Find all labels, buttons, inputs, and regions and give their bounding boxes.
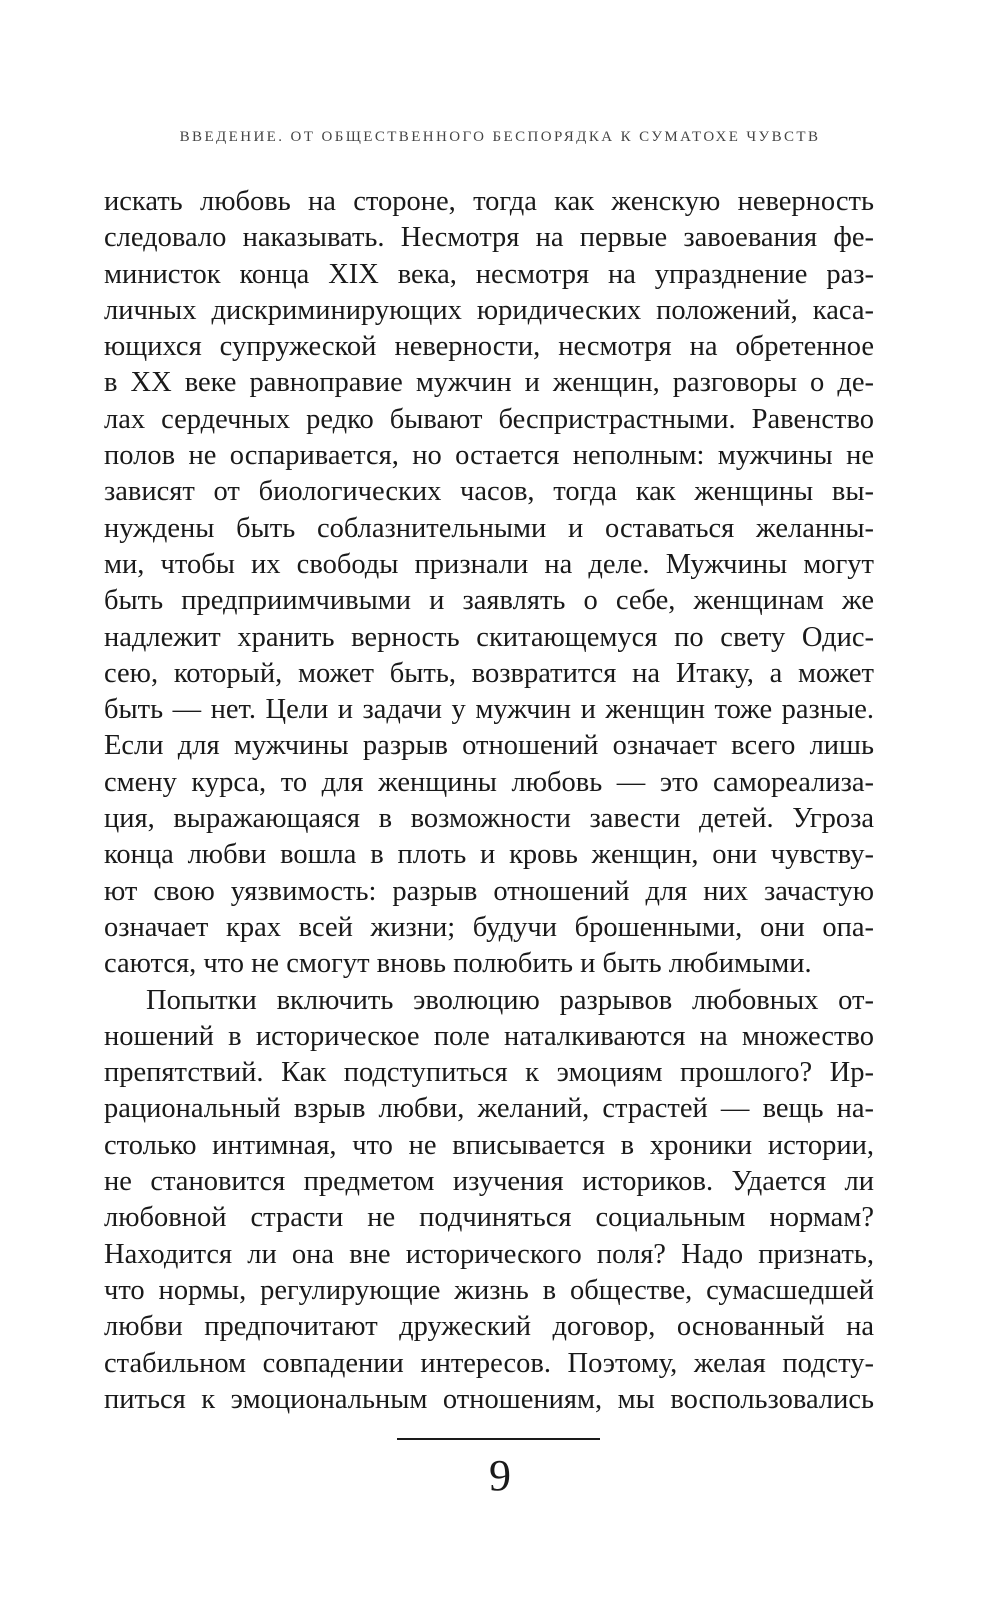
text-line: препятствий. Как подступиться к эмоциям прошлого? Ир- — [104, 1057, 874, 1089]
body-text — [104, 184, 874, 1418]
text-line: быть предприимчивыми и заявлять о себе, женщинам же — [104, 585, 874, 617]
footer-rule — [397, 1438, 600, 1440]
text-line: не становится предметом изучения историков. Удается ли — [104, 1166, 874, 1198]
paragraph-first-line: Попытки включить эволюцию разрывов любовных от- — [146, 984, 874, 1016]
text-line: ют свою уязвимость: разрыв отношений для них зачастую — [104, 875, 874, 907]
text-line: столько интимная, что не вписывается в хроники истории, — [104, 1129, 874, 1161]
paragraph-end-line: саются, что не смогут вновь полюбить и быть любимыми. — [104, 948, 812, 980]
text-line: смену курса, то для женщины любовь — это самореализа- — [104, 766, 874, 798]
page-number: 9 — [489, 1451, 511, 1500]
text-line: Если для мужчины разрыв отношений означает всего лишь — [104, 730, 874, 762]
text-line: ющихся супружеской неверности, несмотря на обретенное — [104, 331, 874, 363]
text-line: ми, чтобы их свободы признали на деле. Мужчины могут — [104, 548, 874, 580]
text-line: искать любовь на стороне, тогда как женскую неверность — [104, 186, 874, 217]
text-line: нуждены быть соблазнительными и оставаться желанны- — [104, 512, 874, 544]
text-line: питься к эмоциональным отношениям, мы воспользовались — [104, 1383, 874, 1415]
text-line: любви предпочитают дружеский договор, основанный на — [104, 1311, 874, 1343]
text-line: стабильном совпадении интересов. Поэтому, желая подсту- — [104, 1347, 874, 1379]
text-line: Находится ли она вне исторического поля? Надо признать, — [104, 1238, 874, 1270]
text-line: быть — нет. Цели и задачи у мужчин и женщин тоже разные. — [104, 694, 874, 726]
text-line: в XX веке равноправие мужчин и женщин, разговоры о де- — [104, 367, 874, 399]
text-line: ношений в историческое поле наталкиваются на множество — [104, 1020, 874, 1052]
text-line: личных дискриминирующих юридических положений, каса- — [104, 294, 874, 326]
running-head: ВВЕДЕНИЕ. ОТ ОБЩЕСТВЕННОГО БЕСПОРЯДКА К СУМАТОХЕ ЧУВСТВ — [179, 129, 821, 145]
text-line: полов не оспаривается, но остается неполным: мужчины не — [104, 440, 874, 472]
text-line: зависят от биологических часов, тогда как женщины вы- — [104, 476, 874, 508]
text-line: конца любви вошла в плоть и кровь женщин, они чувству- — [104, 839, 874, 871]
text-line: сею, который, может быть, возвратится на Итаку, а может — [104, 657, 874, 689]
text-line: что нормы, регулирующие жизнь в обществе, сумасшедшей — [104, 1274, 874, 1306]
text-line: следовало наказывать. Несмотря на первые завоевания фе- — [104, 222, 874, 254]
text-line: министок конца XIX века, несмотря на упразднение раз- — [104, 258, 874, 290]
text-line: лах сердечных редко бывают беспристрастными. Равенство — [104, 403, 874, 435]
text-line: ция, выражающаяся в возможности завести детей. Угроза — [104, 803, 874, 835]
text-line: рациональный взрыв любви, желаний, страстей — вещь на- — [104, 1093, 874, 1125]
text-line: надлежит хранить верность скитающемуся по свету Одис- — [104, 621, 874, 653]
text-line: любовной страсти не подчиняться социальным нормам? — [104, 1202, 874, 1234]
text-line: означает крах всей жизни; будучи брошенными, они опа- — [104, 911, 874, 943]
